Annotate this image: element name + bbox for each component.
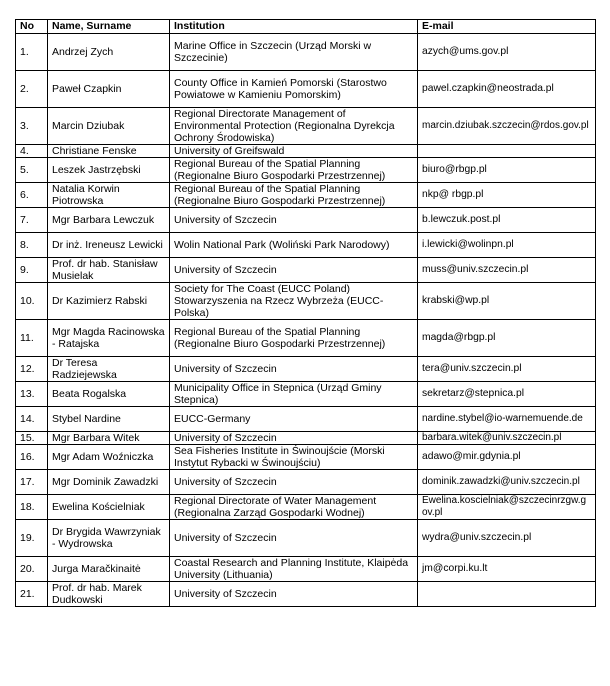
cell-email: nardine.stybel@io-warnemuende.de bbox=[418, 407, 596, 432]
table-row bbox=[16, 382, 596, 407]
cell-email: muss@univ.szczecin.pl bbox=[418, 258, 596, 283]
cell-no: 19. bbox=[16, 520, 48, 557]
cell-institution: Coastal Research and Planning Institute, Klaipėda University (Lithuania) bbox=[170, 557, 418, 582]
header-name: Name, Surname bbox=[48, 20, 170, 34]
cell-institution: Society for The Coast (EUCC Poland) Stowarzyszenia na Rzecz Wybrzeża (EUCC-Polska) bbox=[170, 283, 418, 320]
cell-no: 7. bbox=[16, 208, 48, 233]
cell-no: 18. bbox=[16, 495, 48, 520]
cell-no: 5. bbox=[16, 158, 48, 183]
participants-table bbox=[15, 19, 596, 607]
cell-email: Ewelina.koscielniak@szczecinrzgw.gov.pl bbox=[418, 495, 596, 520]
cell-no: 9. bbox=[16, 258, 48, 283]
table-row bbox=[16, 34, 596, 71]
cell-no: 15. bbox=[16, 432, 48, 445]
cell-email: tera@univ.szczecin.pl bbox=[418, 357, 596, 382]
cell-no: 11. bbox=[16, 320, 48, 357]
cell-name: Mgr Magda Racinowska - Ratajska bbox=[48, 320, 170, 357]
cell-email: adawo@mir.gdynia.pl bbox=[418, 445, 596, 470]
cell-institution: Regional Directorate of Water Management (Regionalna Zarząd Gospodarki Wodnej) bbox=[170, 495, 418, 520]
cell-email: magda@rbgp.pl bbox=[418, 320, 596, 357]
cell-email: i.lewicki@wolinpn.pl bbox=[418, 233, 596, 258]
cell-name: Dr inż. Ireneusz Lewicki bbox=[48, 233, 170, 258]
cell-institution: Marine Office in Szczecin (Urząd Morski w Szczecinie) bbox=[170, 34, 418, 71]
cell-no: 4. bbox=[16, 145, 48, 158]
cell-name: Mgr Dominik Zawadzki bbox=[48, 470, 170, 495]
cell-institution: Regional Bureau of the Spatial Planning (Regionalne Biuro Gospodarki Przestrzennej) bbox=[170, 183, 418, 208]
cell-email: nkp@ rbgp.pl bbox=[418, 183, 596, 208]
header-email: E-mail bbox=[418, 20, 596, 34]
cell-no: 14. bbox=[16, 407, 48, 432]
cell-email: pawel.czapkin@neostrada.pl bbox=[418, 71, 596, 108]
cell-name: Marcin Dziubak bbox=[48, 108, 170, 145]
cell-no: 1. bbox=[16, 34, 48, 71]
cell-email: sekretarz@stepnica.pl bbox=[418, 382, 596, 407]
cell-email bbox=[418, 582, 596, 607]
cell-name: Ewelina Kościelniak bbox=[48, 495, 170, 520]
header-institution: Institution bbox=[170, 20, 418, 34]
cell-email: b.lewczuk.post.pl bbox=[418, 208, 596, 233]
cell-institution: University of Szczecin bbox=[170, 470, 418, 495]
cell-name: Jurga Maračkinaitė bbox=[48, 557, 170, 582]
cell-name: Mgr Barbara Lewczuk bbox=[48, 208, 170, 233]
cell-name: Christiane Fenske bbox=[48, 145, 170, 158]
cell-institution: County Office in Kamień Pomorski (Starostwo Powiatowe w Kamieniu Pomorskim) bbox=[170, 71, 418, 108]
table-row bbox=[16, 208, 596, 233]
cell-no: 12. bbox=[16, 357, 48, 382]
cell-institution: EUCC-Germany bbox=[170, 407, 418, 432]
cell-name: Dr Brygida Wawrzyniak - Wydrowska bbox=[48, 520, 170, 557]
cell-institution: University of Szczecin bbox=[170, 208, 418, 233]
header-no: No bbox=[16, 20, 48, 34]
cell-name: Prof. dr hab. Marek Dudkowski bbox=[48, 582, 170, 607]
table-row bbox=[16, 283, 596, 320]
table-row bbox=[16, 582, 596, 607]
cell-institution: University of Szczecin bbox=[170, 432, 418, 445]
cell-institution: University of Greifswald bbox=[170, 145, 418, 158]
cell-name: Beata Rogalska bbox=[48, 382, 170, 407]
cell-name: Paweł Czapkin bbox=[48, 71, 170, 108]
cell-no: 6. bbox=[16, 183, 48, 208]
cell-institution: Municipality Office in Stepnica (Urząd Gminy Stepnica) bbox=[170, 382, 418, 407]
table-row bbox=[16, 357, 596, 382]
cell-institution: University of Szczecin bbox=[170, 258, 418, 283]
cell-institution: Regional Bureau of the Spatial Planning (Regionalne Biuro Gospodarki Przestrzennej) bbox=[170, 320, 418, 357]
table-row bbox=[16, 158, 596, 183]
table-row bbox=[16, 183, 596, 208]
cell-email: dominik.zawadzki@univ.szczecin.pl bbox=[418, 470, 596, 495]
cell-no: 17. bbox=[16, 470, 48, 495]
table-row bbox=[16, 71, 596, 108]
cell-no: 20. bbox=[16, 557, 48, 582]
cell-email: biuro@rbgp.pl bbox=[418, 158, 596, 183]
table-row bbox=[16, 108, 596, 145]
cell-no: 8. bbox=[16, 233, 48, 258]
cell-no: 10. bbox=[16, 283, 48, 320]
cell-institution: University of Szczecin bbox=[170, 357, 418, 382]
cell-name: Leszek Jastrzębski bbox=[48, 158, 170, 183]
table-row bbox=[16, 445, 596, 470]
cell-name: Mgr Adam Woźniczka bbox=[48, 445, 170, 470]
cell-institution: Regional Bureau of the Spatial Planning (Regionalne Biuro Gospodarki Przestrzennej) bbox=[170, 158, 418, 183]
cell-name: Stybel Nardine bbox=[48, 407, 170, 432]
table-row bbox=[16, 557, 596, 582]
table-row bbox=[16, 407, 596, 432]
cell-no: 13. bbox=[16, 382, 48, 407]
table-row bbox=[16, 233, 596, 258]
cell-name: Prof. dr hab. Stanisław Musielak bbox=[48, 258, 170, 283]
table-row bbox=[16, 470, 596, 495]
cell-name: Natalia Korwin Piotrowska bbox=[48, 183, 170, 208]
cell-institution: Regional Directorate Management of Environmental Protection (Regionalna Dyrekcja Ochrony Środowiska) bbox=[170, 108, 418, 145]
cell-email: krabski@wp.pl bbox=[418, 283, 596, 320]
cell-name: Andrzej Zych bbox=[48, 34, 170, 71]
table-row bbox=[16, 432, 596, 445]
table-row bbox=[16, 495, 596, 520]
cell-email: barbara.witek@univ.szczecin.pl bbox=[418, 432, 596, 445]
table-row bbox=[16, 520, 596, 557]
cell-name: Dr Kazimierz Rabski bbox=[48, 283, 170, 320]
table-row bbox=[16, 145, 596, 158]
cell-email bbox=[418, 145, 596, 158]
cell-email: azych@ums.gov.pl bbox=[418, 34, 596, 71]
cell-email: wydra@univ.szczecin.pl bbox=[418, 520, 596, 557]
cell-name: Dr Teresa Radziejewska bbox=[48, 357, 170, 382]
table-header-row bbox=[16, 20, 596, 34]
cell-institution: Wolin National Park (Woliński Park Narodowy) bbox=[170, 233, 418, 258]
cell-no: 3. bbox=[16, 108, 48, 145]
cell-no: 21. bbox=[16, 582, 48, 607]
cell-no: 2. bbox=[16, 71, 48, 108]
cell-email: marcin.dziubak.szczecin@rdos.gov.pl bbox=[418, 108, 596, 145]
table-row bbox=[16, 320, 596, 357]
table-row bbox=[16, 258, 596, 283]
cell-institution: University of Szczecin bbox=[170, 520, 418, 557]
cell-no: 16. bbox=[16, 445, 48, 470]
cell-institution: Sea Fisheries Institute in Świnoujście (Morski Instytut Rybacki w Świnoujściu) bbox=[170, 445, 418, 470]
cell-institution: University of Szczecin bbox=[170, 582, 418, 607]
cell-name: Mgr Barbara Witek bbox=[48, 432, 170, 445]
cell-email: jm@corpi.ku.lt bbox=[418, 557, 596, 582]
